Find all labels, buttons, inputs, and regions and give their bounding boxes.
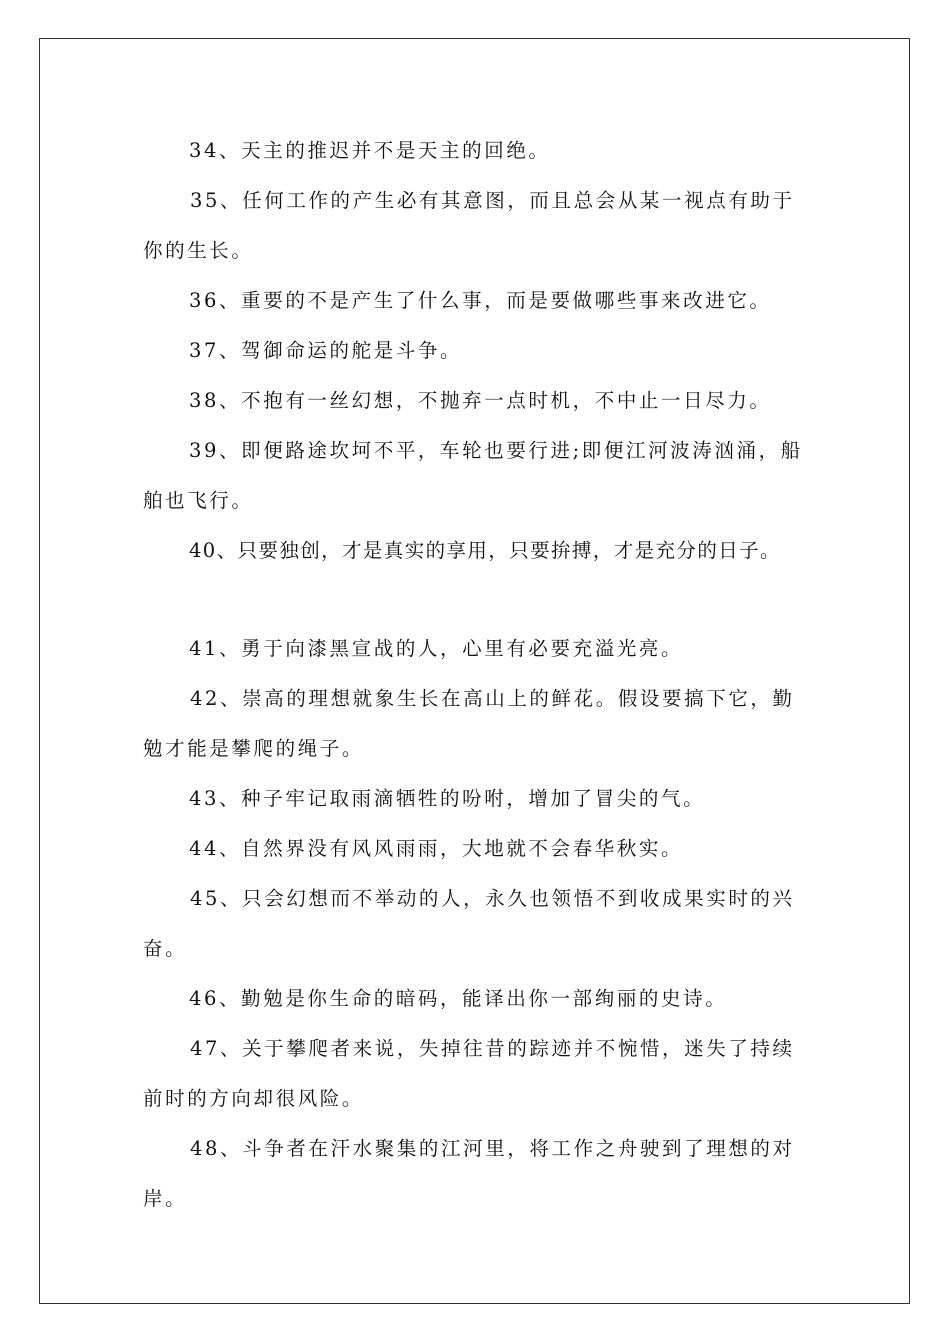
paragraph-36-line-1: 36、重要的不是产生了什么事，而是要做哪些事来改进它。	[189, 289, 772, 312]
paragraph-39-line-1: 39、即便路途坎坷不平，车轮也要行进;即便江河波涛汹涌，船	[189, 439, 803, 462]
page-frame	[39, 38, 910, 1304]
paragraph-45-line-1: 45、只会幻想而不举动的人，永久也领悟不到收成果实时的兴	[190, 887, 795, 910]
paragraph-35-line-2: 你的生长。	[143, 239, 254, 262]
paragraph-48-line-1: 48、斗争者在汗水聚集的江河里，将工作之舟驶到了理想的对	[190, 1137, 795, 1160]
paragraph-42-line-1: 42、崇高的理想就象生长在高山上的鲜花。假设要搞下它，勤	[190, 687, 795, 710]
paragraph-47-line-1: 47、关于攀爬者来说，失掉往昔的踪迹并不惋惜，迷失了持续	[190, 1037, 795, 1060]
paragraph-35-line-1: 35、任何工作的产生必有其意图，而且总会从某一视点有助于	[190, 189, 795, 212]
paragraph-45-line-2: 奋。	[143, 937, 188, 960]
paragraph-47-line-2: 前时的方向却很风险。	[143, 1087, 365, 1110]
paragraph-41-line-1: 41、勇于向漆黑宣战的人，心里有必要充溢光亮。	[189, 637, 684, 660]
paragraph-37-line-1: 37、驾御命运的舵是斗争。	[189, 339, 463, 362]
paragraph-42-line-2: 勉才能是攀爬的绳子。	[143, 737, 365, 760]
paragraph-46-line-1: 46、勤勉是你生命的暗码，能译出你一部绚丽的史诗。	[189, 987, 728, 1010]
paragraph-34-line-1: 34、天主的推迟并不是天主的回绝。	[189, 139, 551, 162]
paragraph-44-line-1: 44、自然界没有风风雨雨，大地就不会春华秋实。	[189, 837, 684, 860]
paragraph-38-line-1: 38、不抱有一丝幻想，不抛弃一点时机，不中止一日尽力。	[189, 389, 772, 412]
paragraph-43-line-1: 43、种子牢记取雨滴牺牲的吩咐，增加了冒尖的气。	[189, 787, 706, 810]
paragraph-39-line-2: 舶也飞行。	[143, 489, 254, 512]
paragraph-48-line-2: 岸。	[143, 1187, 188, 1210]
paragraph-40-line-1: 40、只要独创，才是真实的享用，只要拚搏，才是充分的日子。	[189, 539, 781, 562]
